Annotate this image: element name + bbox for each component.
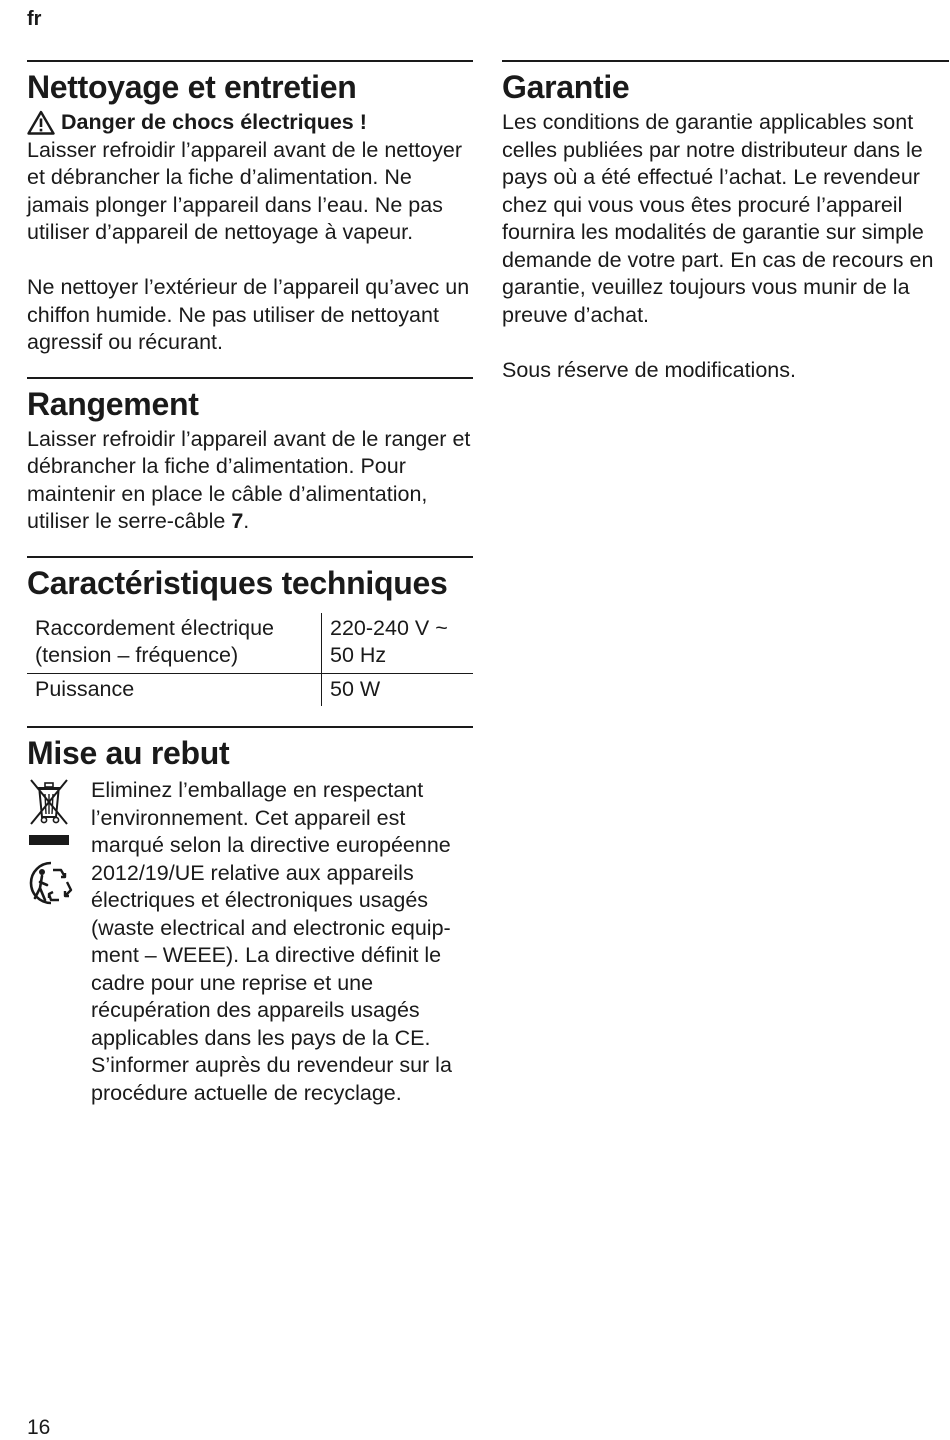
page-number: 16 xyxy=(27,1416,51,1439)
storage-paragraph xyxy=(27,426,473,536)
table-row xyxy=(27,673,473,706)
cleaning-paragraph-2: Ne nettoyer l’extérieur de l’appareil qu’avec un chiffon humide. Ne pas utiliser de nettoyant agressif ou récurant. xyxy=(27,275,470,354)
cleaning-paragraph-1: Laisser refroidir l’appareil avant de le nettoyer et débrancher la fiche d’alimentation. Ne jamais plonger l’appareil dans l’eau. Ne pas utiliser d’appareil de nettoyage à vapeur. xyxy=(27,137,463,244)
spec-key: Raccordement électrique (tension – fréquence) xyxy=(27,613,322,674)
disposal-title: Mise au rebut xyxy=(27,735,230,771)
disposal-icons xyxy=(27,777,75,1107)
warranty-paragraph: Les conditions de garantie applicables sont celles publiées par notre distributeur dans le pays où a été effectué l’achat. Le revendeur chez qui vous vous êtes procuré l’appareil fournira les modalités de garantie sur simple demande de votre part. En cas de recours en garantie, veuillez toujours vous munir de la preuve d’achat. xyxy=(502,110,934,327)
right-column xyxy=(502,60,949,404)
storage-text: Laisser refroidir l’appareil avant de le ranger et débrancher la fiche d’alimentation. Pour maintenir en place le câble d’alimentation, utiliser le serre-câble xyxy=(27,426,471,533)
spec-key: Puissance xyxy=(27,673,322,706)
disposal-body xyxy=(27,777,473,1107)
spec-value: 220-240 V ~ 50 Hz xyxy=(322,613,474,674)
table-row xyxy=(27,613,473,674)
storage-text-end: . xyxy=(243,509,250,533)
storage-title: Rangement xyxy=(27,385,199,422)
warning-text: Danger de chocs électriques ! xyxy=(61,110,367,134)
cleaning-title: Nettoyage et entretien xyxy=(27,69,357,105)
triman-recycle-icon xyxy=(27,860,75,911)
section-cleaning xyxy=(27,60,473,357)
section-storage xyxy=(27,377,473,536)
left-column xyxy=(27,60,473,1127)
language-label: fr xyxy=(27,8,42,30)
electric-shock-warning xyxy=(27,109,473,137)
warning-triangle-icon xyxy=(27,110,55,135)
warranty-title: Garantie xyxy=(502,69,630,105)
modifications-note: Sous réserve de modifications. xyxy=(502,357,796,382)
section-disposal xyxy=(27,726,473,1107)
spec-value: 50 W xyxy=(330,676,381,701)
specs-title: Caractéristiques techniques xyxy=(27,564,448,601)
disposal-text: Eliminez l’emballage en respectant l’environnement. Cet appareil est marqué selon la directive européenne 2012/19/UE relative aux appareils électriques et électroniques usagés (waste electrical and electronic equipment – WEEE). La directive définit le cadre pour une reprise et une récupération des appareils usagés applicables dans les pays de la CE. S’informer auprès du revendeur sur la procédure actuelle de recyclage. xyxy=(91,778,452,1105)
specs-table xyxy=(27,613,473,707)
cable-clip-reference: 7 xyxy=(231,509,244,533)
section-warranty xyxy=(502,60,949,384)
crossed-bin-icon xyxy=(27,777,71,854)
section-technical-specs xyxy=(27,556,473,707)
